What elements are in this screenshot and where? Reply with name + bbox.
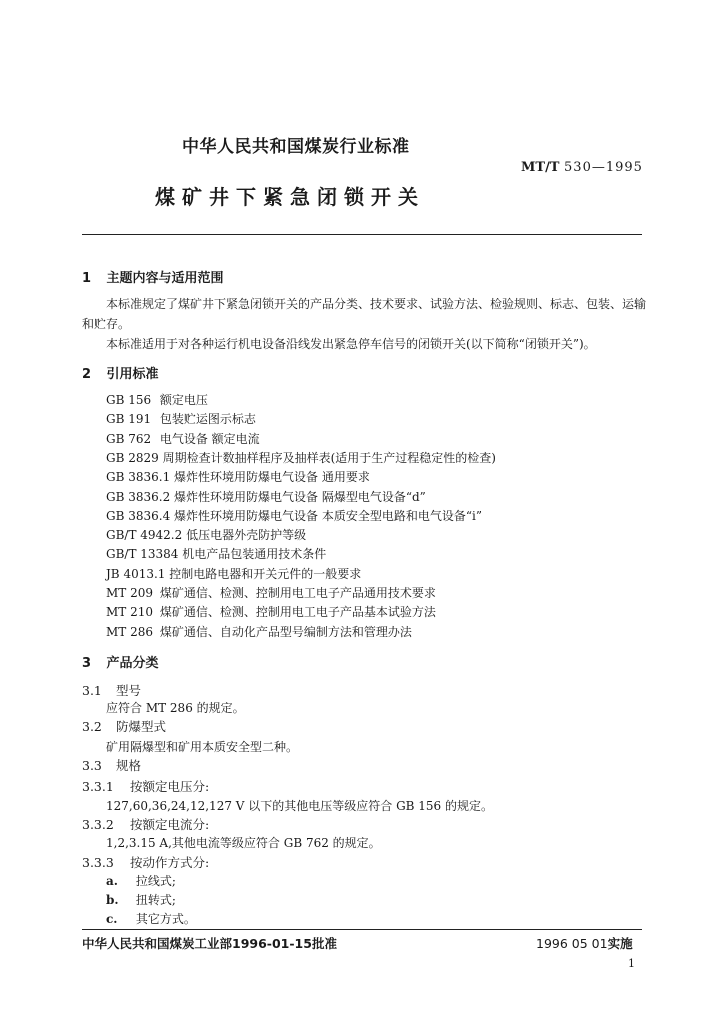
list-marker: a. (106, 874, 118, 888)
reference-code: MT 210 (106, 605, 154, 620)
section-1-heading (82, 267, 224, 286)
list-text: 扭转式; (135, 893, 176, 907)
subsection-3-3-2-heading (82, 815, 209, 833)
list-item (106, 891, 176, 908)
reference-code: MT 286 (106, 624, 154, 639)
reference-item (106, 545, 326, 562)
reference-item (106, 391, 208, 408)
reference-item (106, 449, 496, 466)
approval-statement: 中华人民共和国煤炭工业部1996-01-15批准 (82, 936, 337, 951)
section-title: 引用标准 (106, 367, 159, 382)
standard-number: 530—1995 (564, 160, 643, 175)
reference-item (106, 410, 256, 427)
reference-code: GB 3836.4 (106, 508, 171, 523)
subsection-3-1-heading (82, 681, 141, 699)
reference-title: 低压电器外壳防护等级 (186, 528, 307, 543)
reference-title: 额定电压 (159, 393, 208, 407)
reference-item (106, 468, 370, 485)
reference-code: GB 191 (106, 412, 152, 427)
implementation-label: 实施 (607, 936, 633, 951)
subsection-title: 规格 (115, 758, 141, 773)
reference-code: GB 2829 (106, 450, 159, 465)
section-3-heading (82, 652, 159, 671)
list-marker: c. (106, 912, 118, 926)
standard-prefix: MT/T (521, 160, 560, 175)
paragraph: 1,2,3.15 A,其他电流等级应符合 GB 762 的规定。 (106, 836, 381, 850)
paragraph-continuation: 和贮存。 (82, 317, 131, 331)
subsection-number: 3.3.2 (82, 817, 114, 832)
implementation-date-value: 1996 05 01 (536, 936, 608, 951)
paragraph: 本标准适用于对各种运行机电设备沿线发出紧急停车信号的闭锁开关(以下简称“闭锁开关”)。 (106, 337, 596, 351)
subsection-3-3-1-heading (82, 777, 209, 795)
reference-title: 爆炸性环境用防爆电气设备 通用要求 (174, 470, 370, 485)
section-title: 产品分类 (106, 656, 159, 671)
section-2-heading (82, 363, 159, 382)
subsection-number: 3.1 (82, 683, 102, 698)
paragraph: 矿用隔爆型和矿用本质安全型二种。 (106, 740, 299, 754)
implementation-date (536, 934, 633, 952)
document-title: 煤矿井下紧急闭锁开关 (155, 185, 425, 209)
paragraph: 本标准规定了煤矿井下紧急闭锁开关的产品分类、技术要求、试验方法、检验规则、标志、包装、运输 (106, 297, 647, 311)
paragraph: 127,60,36,24,12,127 V 以下的其他电压等级应符合 GB 156 的规定。 (106, 799, 494, 813)
footer-divider (82, 929, 642, 930)
reference-code: GB/T 13384 (106, 547, 179, 562)
list-marker: b. (106, 893, 119, 907)
reference-title: 煤矿通信、检测、控制用电工电子产品基本试验方法 (159, 605, 436, 620)
subsection-title: 按额定电流分: (129, 817, 210, 832)
reference-code: JB 4013.1 (106, 566, 166, 581)
subsection-title: 型号 (115, 683, 141, 698)
reference-title: 爆炸性环境用防爆电气设备 隔爆型电气设备“d” (174, 489, 426, 504)
list-item (106, 910, 196, 927)
reference-code: GB 3836.2 (106, 489, 171, 504)
reference-item (106, 526, 306, 543)
reference-title: 煤矿通信、检测、控制用电工电子产品通用技术要求 (159, 586, 436, 600)
reference-title: 煤矿通信、自动化产品型号编制方法和管理办法 (159, 624, 412, 639)
header-divider (82, 234, 642, 235)
paragraph: 应符合 MT 286 的规定。 (106, 701, 245, 715)
reference-title: 爆炸性环境用防爆电气设备 本质安全型电路和电气设备“i” (174, 508, 482, 523)
reference-item (106, 565, 361, 582)
reference-title: 周期检查计数抽样程序及抽样表(适用于生产过程稳定性的检查) (162, 450, 496, 465)
reference-item (106, 430, 260, 447)
reference-title: 电气设备 额定电流 (159, 431, 260, 446)
subsection-title: 防爆型式 (115, 719, 166, 734)
reference-title: 包装贮运图示标志 (159, 412, 256, 427)
reference-item (106, 507, 482, 524)
reference-item (106, 584, 436, 601)
reference-code: GB/T 4942.2 (106, 528, 183, 543)
list-text: 拉线式; (135, 874, 176, 888)
reference-code: GB 3836.1 (106, 470, 171, 485)
list-item (106, 872, 176, 889)
reference-code: GB 762 (106, 431, 152, 446)
subsection-title: 按额定电压分: (129, 779, 210, 794)
reference-item (106, 603, 436, 620)
reference-item (106, 488, 426, 505)
reference-item (106, 623, 412, 640)
reference-title: 控制电路电器和开关元件的一般要求 (169, 566, 362, 581)
subsection-title: 按动作方式分: (129, 855, 210, 870)
page-number: 1 (628, 957, 635, 970)
subsection-number: 3.3 (82, 758, 102, 773)
list-text: 其它方式。 (135, 912, 196, 926)
standard-code (521, 160, 643, 175)
subsection-3-2-heading (82, 717, 166, 735)
section-number: 2 (82, 367, 92, 382)
subsection-3-3-3-heading (82, 853, 209, 871)
reference-code: GB 156 (106, 393, 152, 407)
section-number: 3 (82, 656, 92, 671)
industry-standard-title: 中华人民共和国煤炭行业标准 (182, 137, 410, 157)
subsection-3-3-heading (82, 756, 141, 774)
reference-title: 机电产品包装通用技术条件 (182, 547, 327, 562)
section-title: 主题内容与适用范围 (106, 271, 224, 286)
subsection-number: 3.3.3 (82, 855, 114, 870)
section-number: 1 (82, 271, 92, 286)
subsection-number: 3.2 (82, 719, 102, 734)
reference-code: MT 209 (106, 586, 154, 600)
subsection-number: 3.3.1 (82, 779, 114, 794)
